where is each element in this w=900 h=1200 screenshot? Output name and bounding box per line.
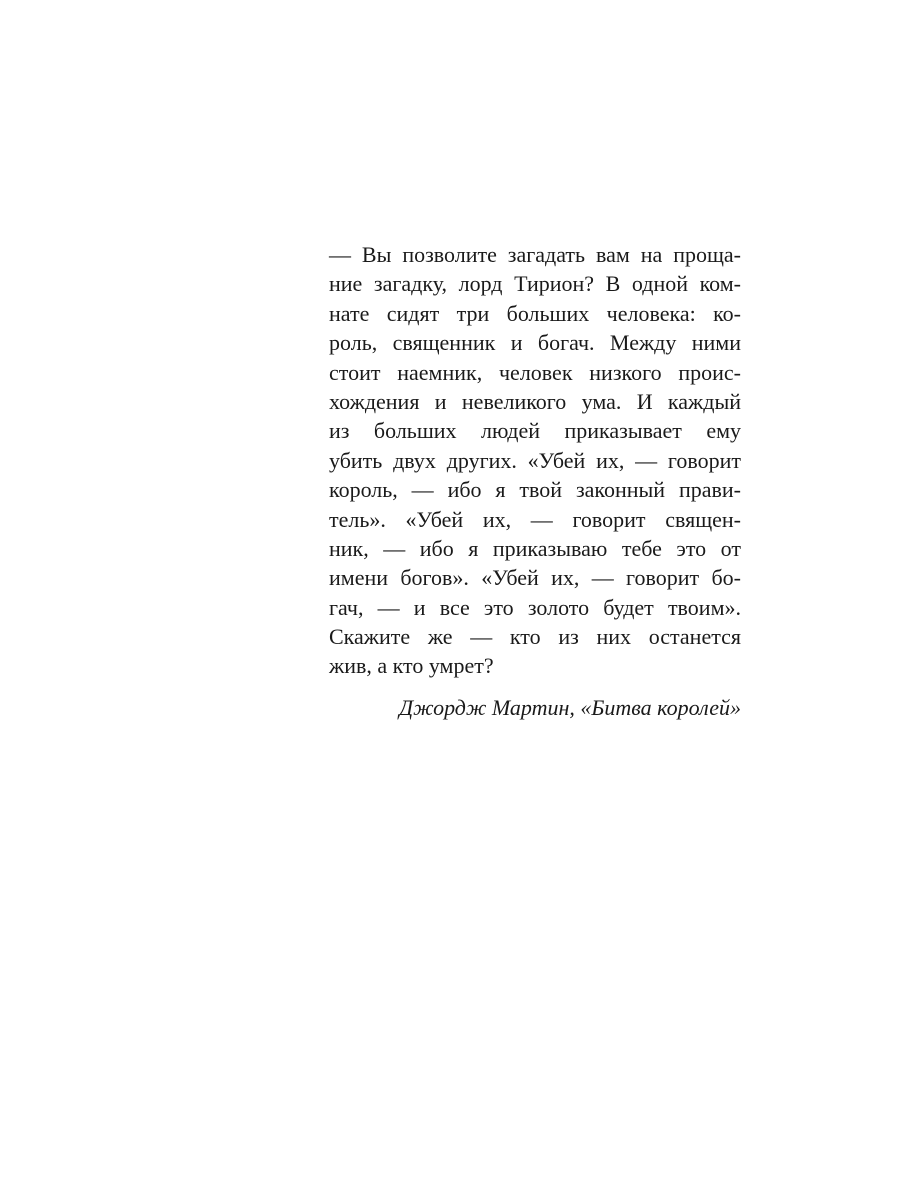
epigraph-line: Скажите же — кто из них останется — [329, 624, 741, 650]
epigraph-attribution: Джордж Мартин, «Битва королей» — [399, 694, 741, 720]
epigraph-line: ник, — ибо я приказываю тебе это от — [329, 535, 741, 561]
epigraph-line: тель». «Убей их, — говорит священ- — [329, 506, 741, 532]
epigraph-line: нате сидят три больших человека: ко- — [329, 300, 741, 326]
epigraph — [329, 240, 741, 722]
epigraph-line: имени богов». «Убей их, — говорит бо- — [329, 565, 741, 591]
epigraph-line: стоит наемник, человек низкого проис- — [329, 359, 741, 385]
epigraph-line: убить двух других. «Убей их, — говорит — [329, 447, 741, 473]
epigraph-line: король, — ибо я твой законный прави- — [329, 477, 741, 503]
epigraph-line: роль, священник и богач. Между ними — [329, 330, 741, 356]
epigraph-line-last: жив, а кто умрет? — [329, 653, 494, 679]
epigraph-line: гач, — и все это золото будет твоим». — [329, 594, 741, 620]
epigraph-line: ние загадку, лорд Тирион? В одной ком- — [329, 271, 741, 297]
epigraph-line: хождения и невеликого ума. И каждый — [329, 388, 741, 414]
epigraph-line: из больших людей приказывает ему — [329, 418, 741, 444]
epigraph-line: — Вы позволите загадать вам на проща- — [329, 242, 741, 267]
